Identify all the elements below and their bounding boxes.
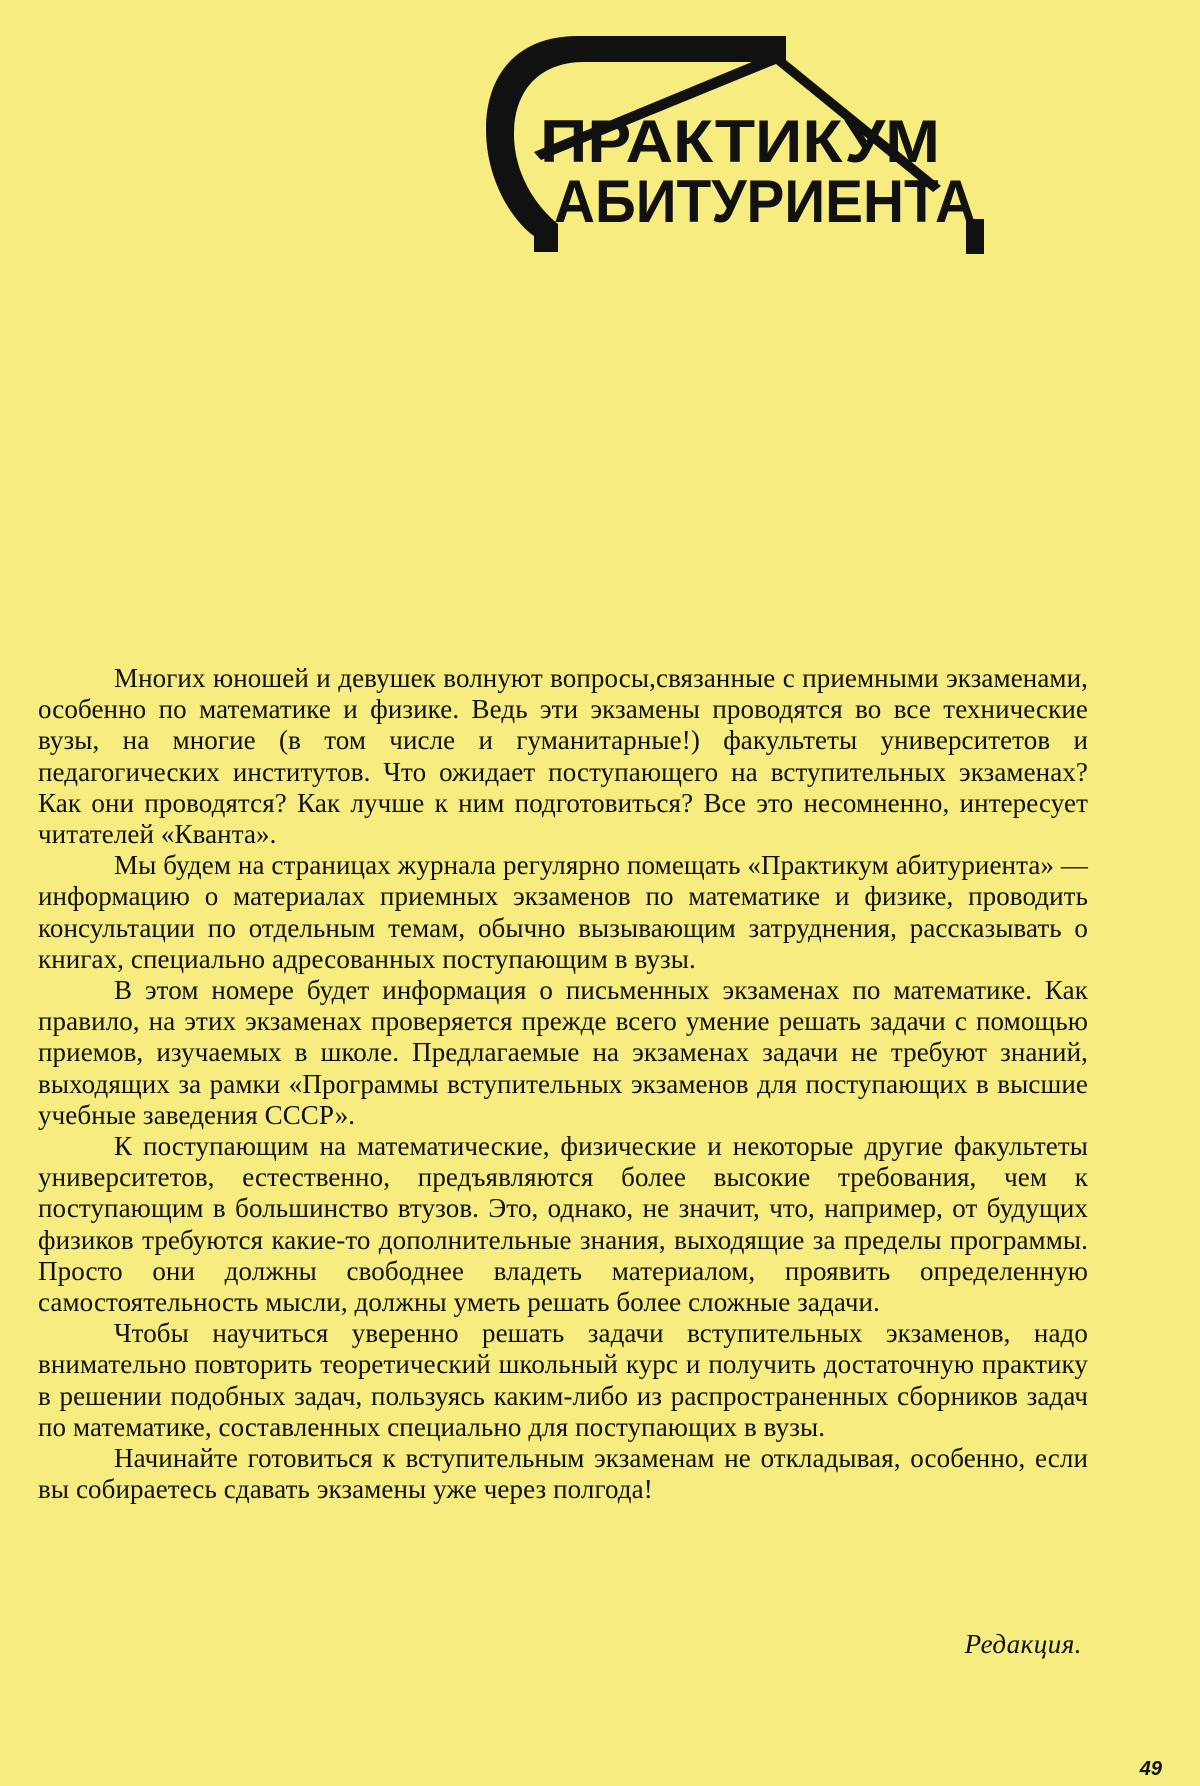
logo-line-2: АБИТУРИЕНТА — [554, 168, 976, 235]
logo-line-1: ПРАКТИКУМ — [540, 108, 940, 175]
article-paragraph: В этом номере будет информация о письменных экзаменах по математике. Как правило, на этих экзаменах проверяется прежде всего умение решать задачи с помощью приемов, изучаемых в школе. Предлагаемые на экзаменах задачи не требуют знаний, выходящих за рамки «Программы вступительных экзаменов для поступающих в высшие учебные заведения СССР». — [38, 975, 1088, 1130]
article-paragraph: Мы будем на страницах журнала регулярно помещать «Практикум абитуриента» — информацию о материалах приемных экзаменов по математике и физике, проводить консультации по отдельным темам, обычно вызывающим затруднения, рассказывать о книгах, специально адресованных поступающим в вузы. — [38, 850, 1088, 974]
article-paragraph: К поступающим на математические, физические и некоторые другие факультеты университетов, естественно, предъявляются более высокие требования, чем к поступающим в большинство втузов. Это, однако, не значит, что, например, от будущих физиков требуются какие-то дополнительные знания, выходящие за пределы программы. Просто они должны свободнее владеть материалом, проявить определенную самостоятельность мысли, должны уметь решать более сложные задачи. — [38, 1131, 1088, 1318]
article-paragraph: Начинайте готовиться к вступительным экзаменам не откладывая, особенно, если вы собираетесь сдавать экзамены уже через полгода! — [38, 1443, 1088, 1505]
article-paragraph: Чтобы научиться уверенно решать задачи вступительных экзаменов, надо внимательно повторить теоретический школьный курс и получить достаточную практику в решении подобных задач, пользуясь каким-либо из распространенных сборников задач по математике, составленных специально для поступающих в вузы. — [38, 1318, 1088, 1442]
editorial-signature: Редакция. — [964, 1629, 1082, 1659]
article-paragraph: Многих юношей и девушек волнуют вопросы,связанные с приемными экзаменами, особенно по математике и физике. Ведь эти экзамены проводятся во все технические вузы, на многие (в том числе и гуманитарные!) факультеты университетов и педагогических институтов. Что ожидает поступающего на вступительных экзаменах? Как они проводятся? Как лучше к ним подготовиться? Все это несомненно, интересует читателей «Кванта». — [38, 663, 1088, 850]
editorial-article — [38, 663, 1088, 1505]
page-number: 49 — [1139, 1758, 1162, 1780]
section-logo — [486, 34, 1086, 264]
section-logo-graphic — [486, 34, 1086, 264]
